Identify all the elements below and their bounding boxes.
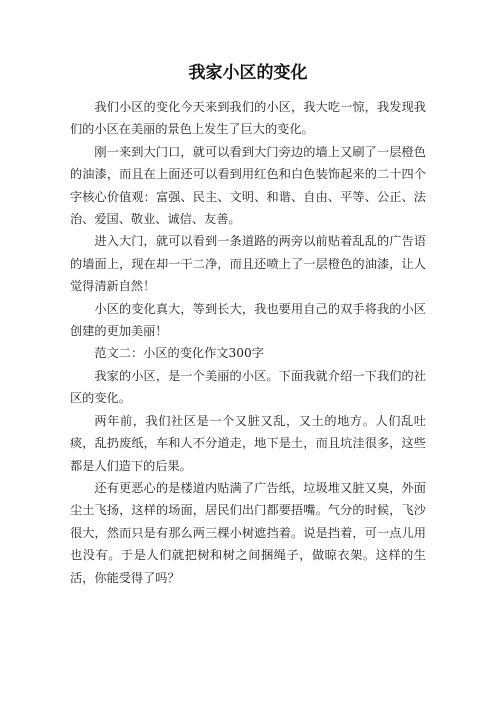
paragraph: 我们小区的变化今天来到我们的小区，我大吃一惊，我发现我们的小区在美丽的景色上发生了巨大的变化。: [70, 100, 426, 137]
paragraph: 还有更恶心的是楼道内贴满了广告纸，垃圾堆又脏又臭，外面尘土飞扬，这样的场面，居民们出门都要捂嘴。气分的时候，飞沙很大，然而只是有那么两三棵小树遮挡着。说是挡着，可一点儿用也没有。于是人们就把树和树之间捆绳子，做晾衣架。这样的生活，你能受得了吗？: [70, 480, 426, 585]
paragraph: 刚一来到大门口，就可以看到大门旁边的墙上又刷了一层橙色的油漆，而且在上面还可以看到用红色和白色装饰起来的二十四个字核心价值观：富强、民主、文明、和谐、自由、平等、公正、法治、爱国、敬业、诚信、友善。: [70, 144, 426, 227]
paragraph: 我家的小区，是一个美丽的小区。下面我就介绍一下我们的社区的变化。: [70, 368, 426, 406]
paragraph: 两年前，我们社区是一个又脏又乱，又土的地方。人们乱吐痰，乱扔废纸，车和人不分道走，地下是土，而且坑洼很多，这些都是人们造下的后果。: [70, 413, 426, 473]
paragraph: 小区的变化真大，等到长大，我也要用自己的双手将我的小区创建的更加美丽！: [70, 301, 426, 339]
document-title: 我家小区的变化: [188, 63, 308, 83]
paragraph: 进入大门，就可以看到一条道路的两旁以前贴着乱乱的广告语的墙面上，现在却一干二净，而且还喷上了一层橙色的油漆，让人觉得清新自然！: [70, 234, 426, 294]
document-body: [70, 96, 426, 589]
section-heading: 范文二：小区的变化作文300字: [94, 346, 264, 361]
